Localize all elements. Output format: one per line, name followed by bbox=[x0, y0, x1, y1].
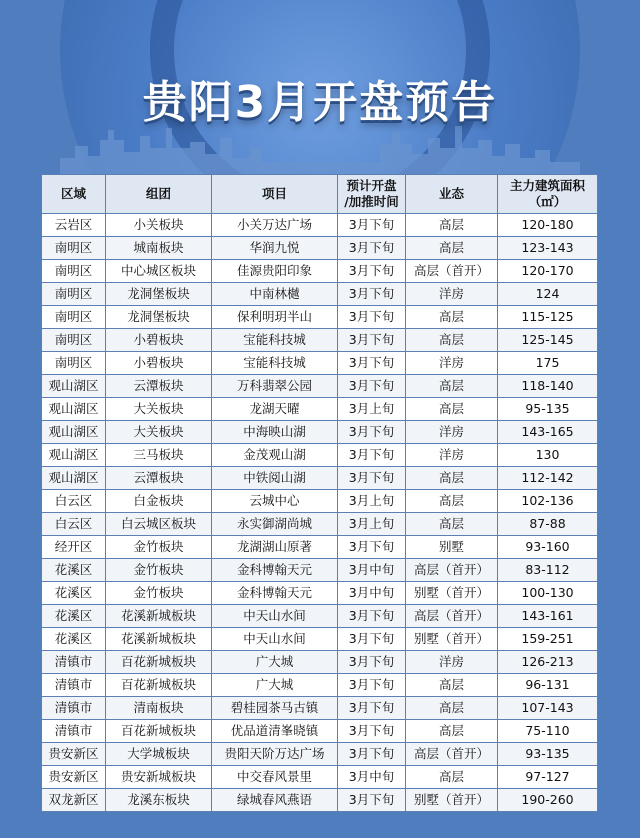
cell-cluster: 云潭板块 bbox=[106, 467, 212, 490]
cell-district: 南明区 bbox=[42, 237, 106, 260]
cell-type: 高层 bbox=[406, 375, 498, 398]
cell-type: 高层 bbox=[406, 398, 498, 421]
cell-opening-time: 3月下旬 bbox=[338, 444, 406, 467]
cell-cluster: 花溪新城板块 bbox=[106, 628, 212, 651]
cell-cluster: 百花新城板块 bbox=[106, 651, 212, 674]
table-row bbox=[42, 329, 598, 352]
cell-project: 中海映山湖 bbox=[212, 421, 338, 444]
header-opening-line1: 预计开盘 bbox=[346, 178, 397, 193]
cell-cluster: 金竹板块 bbox=[106, 536, 212, 559]
cell-area: 96-131 bbox=[498, 674, 598, 697]
cell-type: 高层 bbox=[406, 306, 498, 329]
table-header-row bbox=[42, 175, 598, 214]
table-row bbox=[42, 674, 598, 697]
header-area-line1: 主力建筑面积 bbox=[509, 178, 585, 193]
cell-district: 贵安新区 bbox=[42, 743, 106, 766]
cell-project: 宝能科技城 bbox=[212, 352, 338, 375]
cell-project: 华润九悦 bbox=[212, 237, 338, 260]
cell-opening-time: 3月下旬 bbox=[338, 329, 406, 352]
cell-opening-time: 3月下旬 bbox=[338, 375, 406, 398]
cell-type: 高层（首开） bbox=[406, 743, 498, 766]
cell-opening-time: 3月下旬 bbox=[338, 260, 406, 283]
cell-type: 洋房 bbox=[406, 421, 498, 444]
cell-cluster: 三马板块 bbox=[106, 444, 212, 467]
table-row bbox=[42, 605, 598, 628]
cell-project: 中天山水间 bbox=[212, 605, 338, 628]
cell-cluster: 百花新城板块 bbox=[106, 674, 212, 697]
cell-project: 小关万达广场 bbox=[212, 214, 338, 237]
opening-forecast-table bbox=[41, 174, 598, 812]
table-row bbox=[42, 421, 598, 444]
cell-district: 白云区 bbox=[42, 490, 106, 513]
cell-area: 120-180 bbox=[498, 214, 598, 237]
cell-type: 别墅（首开） bbox=[406, 628, 498, 651]
cell-district: 花溪区 bbox=[42, 605, 106, 628]
cell-cluster: 大学城板块 bbox=[106, 743, 212, 766]
cell-project: 优品道清峯晓镇 bbox=[212, 720, 338, 743]
cell-type: 高层 bbox=[406, 697, 498, 720]
cell-district: 观山湖区 bbox=[42, 398, 106, 421]
cell-project: 云城中心 bbox=[212, 490, 338, 513]
table-row bbox=[42, 720, 598, 743]
table-row bbox=[42, 582, 598, 605]
cell-type: 洋房 bbox=[406, 283, 498, 306]
table-row bbox=[42, 375, 598, 398]
cell-cluster: 大关板块 bbox=[106, 421, 212, 444]
cell-opening-time: 3月下旬 bbox=[338, 214, 406, 237]
table-row bbox=[42, 260, 598, 283]
cell-area: 115-125 bbox=[498, 306, 598, 329]
table-row bbox=[42, 214, 598, 237]
header-opening-time bbox=[338, 175, 406, 214]
cell-area: 125-145 bbox=[498, 329, 598, 352]
cell-district: 观山湖区 bbox=[42, 467, 106, 490]
table-row bbox=[42, 352, 598, 375]
cell-cluster: 大关板块 bbox=[106, 398, 212, 421]
cell-type: 洋房 bbox=[406, 352, 498, 375]
cell-district: 南明区 bbox=[42, 352, 106, 375]
cell-type: 别墅（首开） bbox=[406, 789, 498, 812]
table-row bbox=[42, 306, 598, 329]
cell-area: 93-135 bbox=[498, 743, 598, 766]
cell-district: 南明区 bbox=[42, 306, 106, 329]
cell-type: 别墅 bbox=[406, 536, 498, 559]
cell-area: 130 bbox=[498, 444, 598, 467]
cell-cluster: 中心城区板块 bbox=[106, 260, 212, 283]
cell-type: 高层 bbox=[406, 214, 498, 237]
cell-type: 高层 bbox=[406, 490, 498, 513]
cell-project: 广大城 bbox=[212, 674, 338, 697]
cell-cluster: 清南板块 bbox=[106, 697, 212, 720]
cell-opening-time: 3月下旬 bbox=[338, 651, 406, 674]
table-row bbox=[42, 789, 598, 812]
cell-type: 洋房 bbox=[406, 651, 498, 674]
cell-project: 佳源贵阳印象 bbox=[212, 260, 338, 283]
cell-type: 洋房 bbox=[406, 444, 498, 467]
cell-area: 159-251 bbox=[498, 628, 598, 651]
cell-opening-time: 3月下旬 bbox=[338, 306, 406, 329]
cell-type: 高层 bbox=[406, 237, 498, 260]
table-row bbox=[42, 237, 598, 260]
cell-opening-time: 3月下旬 bbox=[338, 283, 406, 306]
cell-cluster: 金竹板块 bbox=[106, 559, 212, 582]
cell-project: 金科博翰天元 bbox=[212, 559, 338, 582]
table-body bbox=[42, 214, 598, 812]
cell-cluster: 白金板块 bbox=[106, 490, 212, 513]
cell-area: 143-165 bbox=[498, 421, 598, 444]
cell-area: 100-130 bbox=[498, 582, 598, 605]
cell-type: 高层（首开） bbox=[406, 260, 498, 283]
cell-project: 永实御湖尚城 bbox=[212, 513, 338, 536]
header-area-line2: （㎡） bbox=[528, 194, 567, 209]
table-row bbox=[42, 559, 598, 582]
header-type: 业态 bbox=[406, 175, 498, 214]
cell-opening-time: 3月上旬 bbox=[338, 490, 406, 513]
cell-opening-time: 3月下旬 bbox=[338, 352, 406, 375]
cell-area: 87-88 bbox=[498, 513, 598, 536]
cell-opening-time: 3月下旬 bbox=[338, 605, 406, 628]
cell-area: 97-127 bbox=[498, 766, 598, 789]
opening-forecast-table-container bbox=[41, 174, 597, 812]
cell-area: 175 bbox=[498, 352, 598, 375]
cell-district: 观山湖区 bbox=[42, 375, 106, 398]
cell-cluster: 龙洞堡板块 bbox=[106, 306, 212, 329]
cell-type: 别墅（首开） bbox=[406, 582, 498, 605]
cell-cluster: 城南板块 bbox=[106, 237, 212, 260]
cell-area: 93-160 bbox=[498, 536, 598, 559]
cell-district: 花溪区 bbox=[42, 582, 106, 605]
cell-cluster: 小关板块 bbox=[106, 214, 212, 237]
cell-project: 绿城春风燕语 bbox=[212, 789, 338, 812]
cell-opening-time: 3月下旬 bbox=[338, 743, 406, 766]
cell-project: 中南林樾 bbox=[212, 283, 338, 306]
table-row bbox=[42, 283, 598, 306]
table-row bbox=[42, 467, 598, 490]
cell-area: 190-260 bbox=[498, 789, 598, 812]
cell-project: 金茂观山湖 bbox=[212, 444, 338, 467]
cell-area: 112-142 bbox=[498, 467, 598, 490]
cell-cluster: 百花新城板块 bbox=[106, 720, 212, 743]
cell-district: 观山湖区 bbox=[42, 444, 106, 467]
cell-project: 中天山水间 bbox=[212, 628, 338, 651]
header-cluster: 组团 bbox=[106, 175, 212, 214]
cell-cluster: 花溪新城板块 bbox=[106, 605, 212, 628]
header-district: 区域 bbox=[42, 175, 106, 214]
cell-opening-time: 3月下旬 bbox=[338, 628, 406, 651]
cell-type: 高层 bbox=[406, 467, 498, 490]
header-project: 项目 bbox=[212, 175, 338, 214]
cell-project: 宝能科技城 bbox=[212, 329, 338, 352]
cell-area: 123-143 bbox=[498, 237, 598, 260]
cell-district: 花溪区 bbox=[42, 628, 106, 651]
cell-opening-time: 3月中旬 bbox=[338, 766, 406, 789]
cell-opening-time: 3月下旬 bbox=[338, 536, 406, 559]
table-row bbox=[42, 444, 598, 467]
cell-cluster: 龙洞堡板块 bbox=[106, 283, 212, 306]
cell-opening-time: 3月下旬 bbox=[338, 697, 406, 720]
cell-district: 云岩区 bbox=[42, 214, 106, 237]
cell-opening-time: 3月下旬 bbox=[338, 237, 406, 260]
cell-area: 95-135 bbox=[498, 398, 598, 421]
cell-type: 高层（首开） bbox=[406, 559, 498, 582]
table-row bbox=[42, 651, 598, 674]
cell-district: 南明区 bbox=[42, 329, 106, 352]
header-opening-line2: /加推时间 bbox=[344, 194, 399, 209]
table-row bbox=[42, 628, 598, 651]
cell-opening-time: 3月中旬 bbox=[338, 559, 406, 582]
cell-area: 143-161 bbox=[498, 605, 598, 628]
cell-area: 107-143 bbox=[498, 697, 598, 720]
cell-area: 83-112 bbox=[498, 559, 598, 582]
cell-project: 广大城 bbox=[212, 651, 338, 674]
cell-cluster: 白云城区板块 bbox=[106, 513, 212, 536]
cell-district: 南明区 bbox=[42, 283, 106, 306]
table-row bbox=[42, 398, 598, 421]
cell-cluster: 云潭板块 bbox=[106, 375, 212, 398]
cell-opening-time: 3月下旬 bbox=[338, 467, 406, 490]
cell-district: 清镇市 bbox=[42, 720, 106, 743]
cell-district: 贵安新区 bbox=[42, 766, 106, 789]
cell-type: 高层（首开） bbox=[406, 605, 498, 628]
cell-project: 金科博翰天元 bbox=[212, 582, 338, 605]
cell-district: 经开区 bbox=[42, 536, 106, 559]
cell-opening-time: 3月中旬 bbox=[338, 582, 406, 605]
cell-area: 126-213 bbox=[498, 651, 598, 674]
cell-type: 高层 bbox=[406, 720, 498, 743]
cell-project: 保利明玥半山 bbox=[212, 306, 338, 329]
cell-project: 中交春风景里 bbox=[212, 766, 338, 789]
table-row bbox=[42, 513, 598, 536]
cell-district: 花溪区 bbox=[42, 559, 106, 582]
cell-type: 高层 bbox=[406, 766, 498, 789]
cell-cluster: 贵安新城板块 bbox=[106, 766, 212, 789]
table-row bbox=[42, 536, 598, 559]
cell-type: 高层 bbox=[406, 513, 498, 536]
cell-area: 102-136 bbox=[498, 490, 598, 513]
cell-opening-time: 3月下旬 bbox=[338, 421, 406, 444]
cell-project: 龙湖天曜 bbox=[212, 398, 338, 421]
cell-opening-time: 3月上旬 bbox=[338, 398, 406, 421]
cell-area: 120-170 bbox=[498, 260, 598, 283]
cell-type: 高层 bbox=[406, 329, 498, 352]
cell-district: 清镇市 bbox=[42, 651, 106, 674]
cell-district: 南明区 bbox=[42, 260, 106, 283]
cell-area: 124 bbox=[498, 283, 598, 306]
cell-district: 双龙新区 bbox=[42, 789, 106, 812]
cell-cluster: 金竹板块 bbox=[106, 582, 212, 605]
cell-opening-time: 3月下旬 bbox=[338, 720, 406, 743]
cell-opening-time: 3月上旬 bbox=[338, 513, 406, 536]
cell-district: 清镇市 bbox=[42, 697, 106, 720]
cell-project: 贵阳天阶万达广场 bbox=[212, 743, 338, 766]
table-row bbox=[42, 766, 598, 789]
cell-area: 75-110 bbox=[498, 720, 598, 743]
page-title: 贵阳3月开盘预告 bbox=[142, 77, 498, 128]
cell-opening-time: 3月下旬 bbox=[338, 789, 406, 812]
cell-opening-time: 3月下旬 bbox=[338, 674, 406, 697]
header-area bbox=[498, 175, 598, 214]
cell-cluster: 龙溪东板块 bbox=[106, 789, 212, 812]
cell-project: 中铁阅山湖 bbox=[212, 467, 338, 490]
table-row bbox=[42, 743, 598, 766]
cell-cluster: 小碧板块 bbox=[106, 329, 212, 352]
table-row bbox=[42, 697, 598, 720]
cell-project: 碧桂园茶马古镇 bbox=[212, 697, 338, 720]
cell-cluster: 小碧板块 bbox=[106, 352, 212, 375]
cell-type: 高层 bbox=[406, 674, 498, 697]
cell-district: 清镇市 bbox=[42, 674, 106, 697]
cell-area: 118-140 bbox=[498, 375, 598, 398]
table-row bbox=[42, 490, 598, 513]
cell-district: 观山湖区 bbox=[42, 421, 106, 444]
cell-project: 万科翡翠公园 bbox=[212, 375, 338, 398]
cell-district: 白云区 bbox=[42, 513, 106, 536]
cell-project: 龙湖湖山原著 bbox=[212, 536, 338, 559]
